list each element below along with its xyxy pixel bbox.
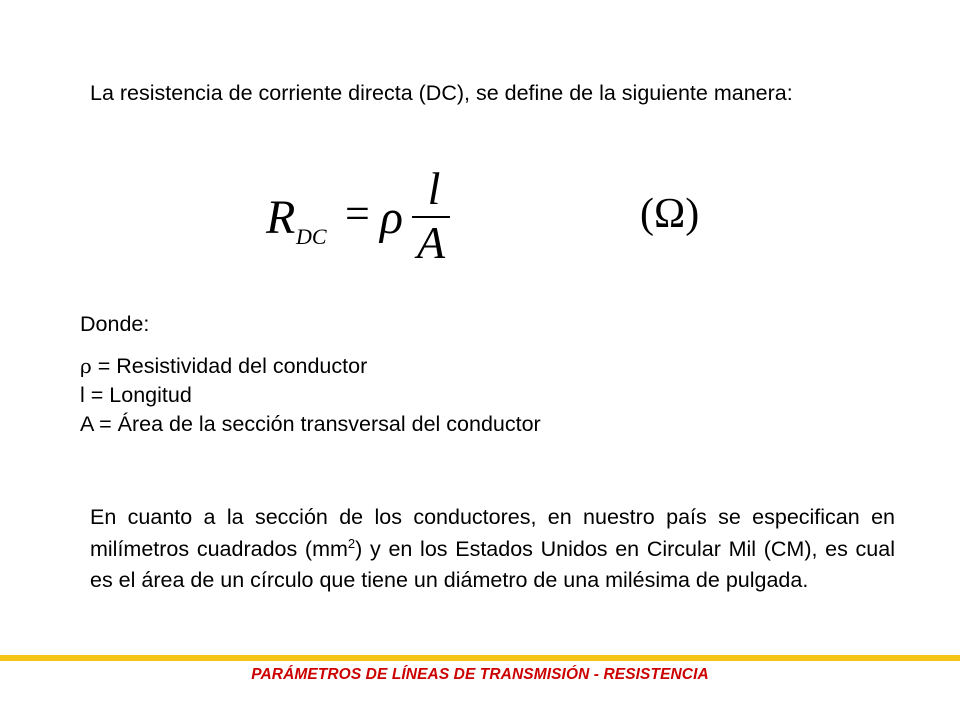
definition-symbol: ρ: [80, 354, 92, 378]
formula-lhs-symbol: R: [266, 191, 296, 244]
paragraph-text-start: En cuanto a la sección de los conductores, en nuestro país se especifican en milímetros cuadrados (mm: [90, 505, 895, 561]
intro-paragraph: La resistencia de corriente directa (DC), se define de la siguiente manera:: [90, 81, 793, 105]
definition-item: [80, 352, 541, 381]
definition-item: [80, 381, 541, 410]
formula-equals: =: [345, 189, 370, 238]
definition-text: l = Longitud: [80, 383, 192, 407]
formula-unit: (Ω): [640, 191, 700, 237]
conductor-section-paragraph: [90, 502, 895, 597]
footer-rule: [0, 655, 960, 661]
formula-lhs-subscript: DC: [296, 224, 327, 249]
formula-numerator: l: [427, 163, 441, 214]
definitions-list: [80, 352, 541, 439]
definitions-heading: Donde:: [80, 312, 150, 336]
definition-text: = Resistividad del conductor: [91, 354, 368, 378]
definition-item: [80, 410, 541, 439]
footer-title: PARÁMETROS DE LÍNEAS DE TRANSMISIÓN - RESISTENCIA: [251, 666, 709, 683]
definition-text: A = Área de la sección transversal del conductor: [80, 412, 541, 436]
formula-rho: ρ: [380, 191, 404, 244]
formula-denominator: A: [416, 217, 446, 268]
paragraph-superscript: 2: [347, 535, 356, 551]
resistance-formula: [262, 163, 712, 268]
paragraph-text-end: ) y en los Estados Unidos en Circular Mil (CM), es cual es el área de un círculo que tiene un diámetro de una milésima de pulgada.: [90, 536, 895, 592]
